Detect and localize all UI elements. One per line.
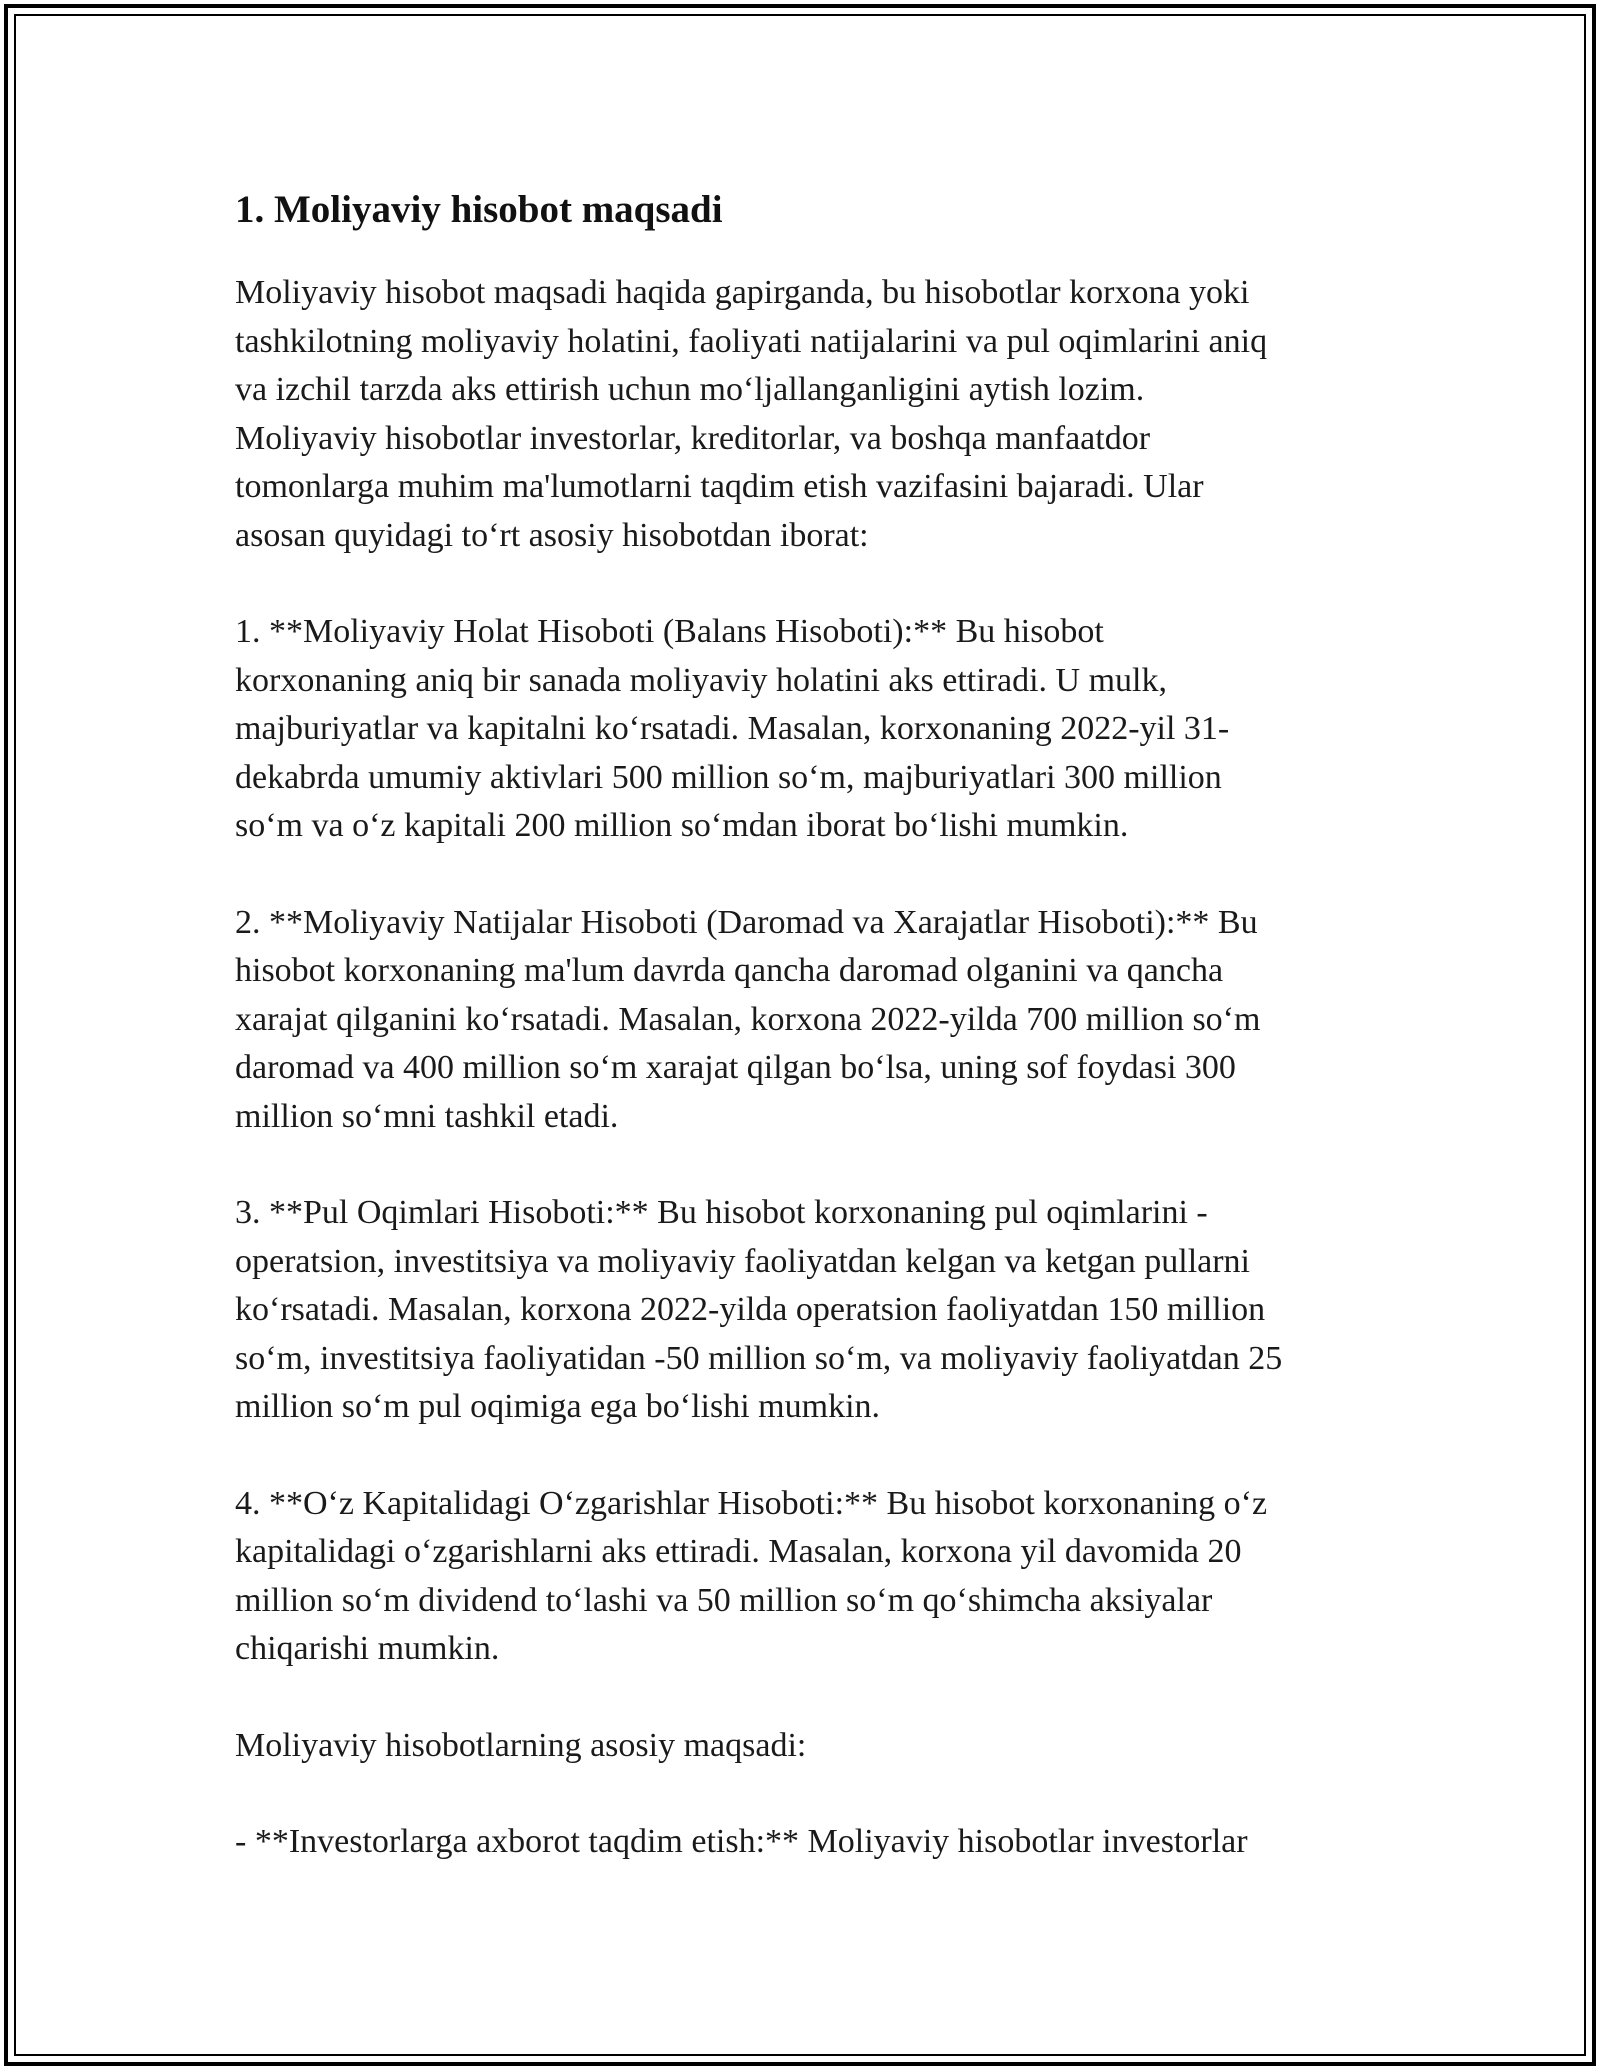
- bullet-investors: - **Investorlarga axborot taqdim etish:** Moliyaviy hisobotlar investorlar: [235, 1823, 1248, 1860]
- intro-paragraph: Moliyaviy hisobot maqsadi haqida gapirganda, bu hisobotlar korxona yoki tashkilotning moliyaviy holatini, faoliyati natijalarini va pul oqimlarini aniq va izchil tarzda aks ettirish uchun moʻljallanganligini aytish lozim. Moliyaviy hisobotlar investorlar, kreditorlar, va boshqa manfaatdor tomonlarga muhim ma'lumotlarni taqdim etish vazifasini bajaradi. Ular asosan quyidagi toʻrt asosiy hisobotdan iborat:: [235, 274, 1268, 554]
- list-item-equity-changes: 4. **Oʻz Kapitalidagi Oʻzgarishlar Hisoboti:** Bu hisobot korxonaning oʻz kapitalidagi oʻzgarishlarni aks ettiradi. Masalan, korxona yil davomida 20 million soʻm dividend toʻlashi va 50 million soʻm qoʻshimcha aksiyalar chiqarishi mumkin.: [235, 1484, 1268, 1667]
- document-body: [235, 185, 1375, 1867]
- section-heading: 1. Moliyaviy hisobot maqsadi: [235, 188, 723, 231]
- list-item-balance-sheet: 1. **Moliyaviy Holat Hisoboti (Balans Hisoboti):** Bu hisobot korxonaning aniq bir sanada moliyaviy holatini aks ettiradi. U mulk, majburiyatlar va kapitalni koʻrsatadi. Masalan, korxonaning 2022-yil 31- dekabrda umumiy aktivlari 500 million soʻm, majburiyatlari 300 million soʻm va oʻz kapitali 200 million soʻmdan iborat boʻlishi mumkin.: [235, 613, 1230, 844]
- purpose-intro-paragraph: Moliyaviy hisobotlarning asosiy maqsadi:: [235, 1726, 807, 1764]
- list-item-cash-flow: 3. **Pul Oqimlari Hisoboti:** Bu hisobot korxonaning pul oqimlarini - operatsion, investitsiya va moliyaviy faoliyatdan kelgan va ketgan pullarni koʻrsatadi. Masalan, korxona 2022-yilda operatsion faoliyatdan 150 million soʻm, investitsiya faoliyatidan -50 million soʻm, va moliyaviy faoliyatdan 25 million soʻm pul oqimiga ega boʻlishi mumkin.: [235, 1194, 1283, 1425]
- list-item-income-statement: 2. **Moliyaviy Natijalar Hisoboti (Daromad va Xarajatlar Hisoboti):** Bu hisobot korxonaning ma'lum davrda qancha daromad olganini va qancha xarajat qilganini koʻrsatadi. Masalan, korxona 2022-yilda 700 million soʻm daromad va 400 million soʻm xarajat qilgan boʻlsa, uning sof foydasi 300 million soʻmni tashkil etadi.: [235, 903, 1261, 1135]
